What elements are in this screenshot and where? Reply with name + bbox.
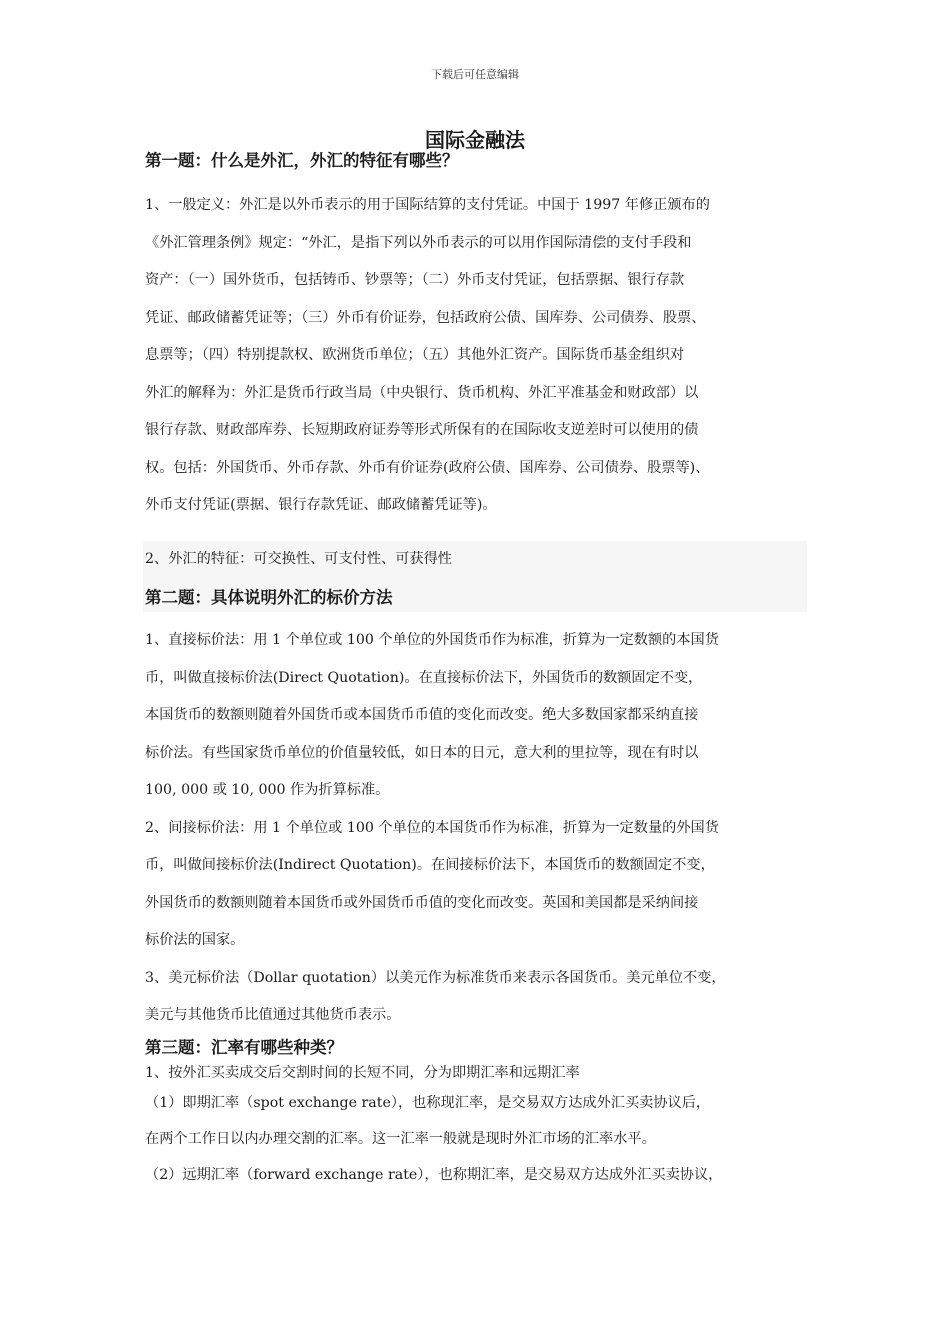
- text-line: 美元与其他货币比值通过其他货币表示。: [145, 1007, 401, 1023]
- section-1-paragraph-1: [145, 187, 815, 525]
- shaded-block: [143, 541, 807, 613]
- section-1-paragraph-2: 2、外汇的特征：可交换性、可支付性、可获得性: [145, 550, 452, 567]
- text-line: 资产：（一）国外货币，包括铸币、钞票等；（二）外币支付凭证，包括票据、银行存款: [145, 272, 685, 288]
- text-line: 1、一般定义：外汇是以外币表示的用于国际结算的支付凭证。中国于 1997 年修正颁布的: [145, 197, 710, 213]
- text-line: 外国货币的数额则随着本国货币或外国货币币值的变化而改变。英国和美国都是采纳间接: [145, 894, 699, 911]
- text-line: 币，叫做直接标价法(Direct Quotation)。在直接标价法下，外国货币的数额固定不变，: [145, 669, 703, 686]
- section-3-heading: 第三题：汇率有哪些种类？: [145, 1037, 343, 1057]
- text-line: 币，叫做间接标价法(Indirect Quotation)。在间接标价法下，本国货币的数额固定不变，: [145, 857, 715, 873]
- text-line: 《外汇管理条例》规定：“外汇，是指下列以外币表示的可以用作国际清偿的支付手段和: [145, 234, 692, 251]
- text-line: 100, 000 或 10, 000 作为折算标准。: [145, 782, 390, 798]
- text-line: 在两个工作日以内办理交割的汇率。这一汇率一般就是现时外汇市场的汇率水平。: [145, 1130, 656, 1147]
- document-title: 国际金融法: [425, 128, 525, 152]
- section-2-paragraph-3: [145, 960, 815, 1035]
- text-line: 标价法的国家。: [145, 932, 245, 948]
- text-line: 凭证、邮政储蓄凭证等；（三）外币有价证券，包括政府公债、国库券、公司债券、股票、: [145, 309, 706, 326]
- text-line: 1、直接标价法：用 1 个单位或 100 个单位的外国货币作为标准，折算为一定数额的本国货: [145, 632, 719, 648]
- page-header: 下载后可任意编辑: [431, 68, 519, 81]
- text-line: 银行存款、财政部库券、长短期政府证券等形式所保有的在国际收支逆差时可以使用的债: [145, 422, 699, 438]
- text-line: 标价法。有些国家货币单位的价值量较低，如日本的日元，意大利的里拉等，现在有时以: [145, 744, 699, 761]
- text-line: （2）远期汇率（forward exchange rate），也称期汇率，是交易双方达成外汇买卖协议，: [145, 1166, 723, 1183]
- section-2-paragraph-2: [145, 810, 815, 960]
- section-2-paragraph-1: [145, 622, 815, 810]
- document-body: [145, 147, 815, 1193]
- text-line: 3、美元标价法（Dollar quotation）以美元作为标准货币来表示各国货币。美元单位不变，: [145, 969, 726, 986]
- text-line: （1）即期汇率（spot exchange rate），也称现汇率，是交易双方达成外汇买卖协议后，: [145, 1094, 711, 1111]
- section-1-heading: 第一题：什么是外汇，外汇的特征有哪些？: [145, 151, 459, 170]
- text-line: 息票等；（四）特别提款权、欧洲货币单位；（五）其他外汇资产。国际货币基金组织对: [145, 347, 685, 363]
- text-line: 外币支付凭证(票据、银行存款凭证、邮政储蓄凭证等)。: [145, 497, 497, 513]
- section-3-paragraph-1: 1、按外汇买卖成交后交割时间的长短不同，分为即期汇率和远期汇率: [145, 1064, 580, 1081]
- text-line: 本国货币的数额则随着外国货币或本国货币币值的变化而改变。绝大多数国家都采纳直接: [145, 707, 699, 723]
- section-2-heading: 第二题：具体说明外汇的标价方法: [145, 588, 393, 607]
- section-3-paragraph-2: [145, 1085, 815, 1193]
- text-line: 2、间接标价法：用 1 个单位或 100 个单位的本国货币作为标准，折算为一定数量的外国货: [145, 819, 719, 836]
- text-line: 外汇的解释为：外汇是货币行政当局（中央银行、货币机构、外汇平准基金和财政部）以: [145, 384, 699, 401]
- text-line: 权。包括：外国货币、外币存款、外币有价证券(政府公债、国库券、公司债券、股票等)、: [145, 459, 710, 476]
